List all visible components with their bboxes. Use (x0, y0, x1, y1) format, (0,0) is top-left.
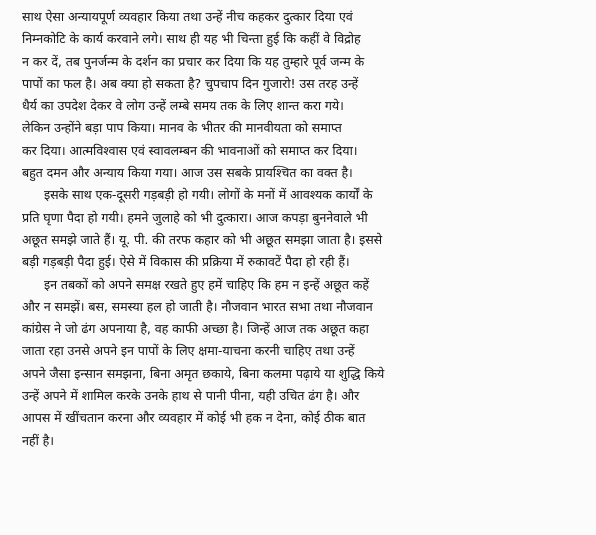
text-line-2: निम्नकोटि के कार्य करवाने लगे। साथ ही यह भी चिन्ता हुई कि कहीं वे विद्रोह (22, 31, 361, 47)
body-text (22, 6, 588, 452)
text-line-9: इसके साथ एक-दूसरी गड़बड़ी हो गयी। लोगों के मनों में आवश्यक कार्यों के (44, 187, 373, 203)
text-line-5: धैर्य का उपदेश देकर वे लोग उन्हें लम्बे समय तक के लिए शान्त करा गये। (22, 98, 344, 114)
text-line-10: प्रति घृणा पैदा हो गयी। हमने जुलाहे को भी दुत्कारा। आज कपड़ा बुननेवाले भी (22, 209, 368, 225)
text-line-14: और न समझें। बस, समस्या हल हो जाती है। नौजवान भारत सभा तथा नौजवान (22, 298, 373, 314)
text-line-1: साथ ऐसा अन्यायपूर्ण व्यवहार किया तथा उन्हें नीच कहकर दुत्कार दिया एवं (22, 9, 353, 24)
text-line-16: जाता रहा उनसे अपने इन पापों के लिए क्षमा-याचना करनी चाहिए तथा उन्हें (22, 343, 355, 359)
text-line-3: न कर दें, तब पुनर्जन्म के दर्शन का प्रचार कर दिया कि यह तुम्हारे पूर्व जन्म के (22, 53, 365, 69)
text-line-20: नहीं है। (22, 432, 54, 448)
text-line-17: अपने जैसा इन्सान समझना, बिना अमृत छकाये, बिना कलमा पढ़ाये या शुद्धि किये (22, 365, 385, 381)
text-line-19: आपस में खींचतान करना और व्यवहार में कोई भी हक न देना, कोई ठीक बात (22, 410, 366, 426)
text-line-12: बड़ी गड़बड़ी पैदा हुई। ऐसे में विकास की प्रक्रिया में रुकावटें पैदा हो रही हैं। (22, 254, 350, 270)
text-line-13: इन तबकों को अपने समक्ष रखते हुए हमें चाहिए कि हम न इन्हें अछूत कहें (44, 276, 369, 292)
text-line-18: उन्हें अपने में शामिल करके उनके हाथ से पानी पीना, यही उचित ढंग है। और (22, 388, 360, 404)
text-line-6: लेकिन उन्होंने बड़ा पाप किया। मानव के भीतर की मानवीयता को समाप्त (22, 120, 342, 136)
text-line-4: पापों का फल है। अब क्या हो सकता है? चुपचाप दिन गुजारो! उस तरह उन्हें (22, 75, 359, 91)
text-line-8: बहुत दमन और अन्याय किया गया। आज उस सबके प्रायश्चित का वक्त है। (22, 165, 353, 181)
text-line-11: अछूत समझे जाते हैं। यू. पी. की तरफ कहार को भी अछूत समझा जाता है। इससे (22, 231, 383, 247)
text-line-15: कांग्रेस ने जो ढंग अपनाया है, वह काफी अच्छा है। जिन्हें आज तक अछूत कहा (22, 321, 369, 337)
text-line-7: कर दिया। आत्मविश्वास एवं स्वावलम्बन की भावनाओं को समाप्त कर दिया। (22, 142, 358, 158)
